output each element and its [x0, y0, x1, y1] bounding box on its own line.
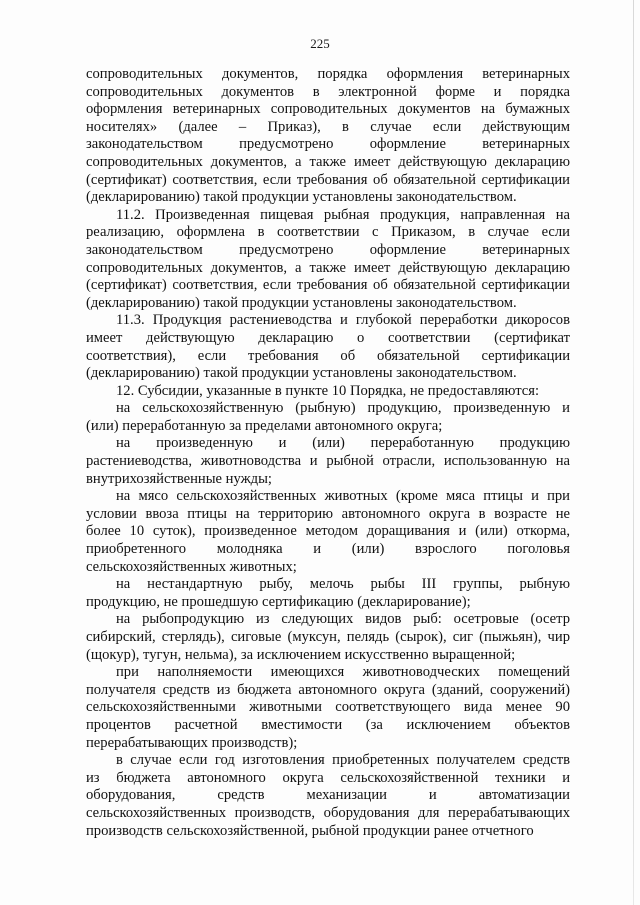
paragraph	[86, 611, 570, 664]
page-number: 225	[310, 36, 330, 51]
scan-edge	[633, 0, 634, 905]
text-line: (щокур), тугун, нельма), за исключением искусственно выращенной;	[86, 646, 516, 663]
text-line: сельскохозяйственными животными соответствующего вида менее 90	[86, 699, 570, 716]
text-line: на произведенную и (или) переработанную продукцию	[116, 435, 570, 452]
text-line: (или) переработанную за пределами автономного округа;	[86, 417, 443, 434]
text-line: на рыбопродукцию из следующих видов рыб: осетровые (осетр	[116, 611, 570, 628]
paragraph	[86, 66, 570, 207]
paragraph	[86, 752, 570, 840]
paragraph	[86, 488, 570, 576]
text-line: соответствия), если требования об обязательной сертификации	[86, 347, 570, 364]
text-line: оборудования, средств механизации и автоматизации	[86, 787, 570, 804]
document-body	[86, 66, 570, 840]
text-line: (декларированию) такой продукции установлены законодательством.	[86, 189, 517, 206]
text-line: носителях» (далее – Приказ), в случае если действующим	[86, 118, 570, 135]
text-line: условии ввоза птицы на территорию автономного округа в возрасте не	[86, 505, 570, 522]
text-line: имеет действующую декларацию о соответствии (сертификат	[86, 329, 570, 346]
text-line: процентов расчетной вместимости (за исключением объектов	[86, 716, 570, 733]
text-line: 12. Субсидии, указанные в пункте 10 Порядка, не предоставляются:	[116, 382, 539, 399]
paragraph	[86, 207, 570, 313]
text-line: растениеводства, животноводства и рыбной отрасли, использованную на	[86, 453, 570, 470]
text-line: получателя средств из бюджета автономного округа (зданий, сооружений)	[86, 681, 570, 698]
text-line: в случае если год изготовления приобретенных получателем средств	[116, 752, 570, 769]
paragraph	[86, 576, 570, 611]
text-line: сопроводительных документов, а также имеет действующую декларацию	[86, 153, 570, 170]
text-line: (декларированию) такой продукции установлены законодательством.	[86, 294, 517, 311]
text-line: приобретенного молодняка и (или) взрослого поголовья	[86, 541, 570, 558]
text-line: сельскохозяйственных животных;	[86, 558, 297, 575]
text-line: 11.2. Произведенная пищевая рыбная продукция, направленная на	[116, 206, 570, 223]
text-line: законодательством предусмотрено оформление ветеринарных	[86, 241, 570, 258]
paragraph	[86, 400, 570, 435]
text-line: реализацию, оформлена в соответствии с Приказом, в случае если	[86, 224, 570, 241]
text-line: (сертификат) соответствия, если требования об обязательной сертификации	[86, 277, 570, 294]
text-line: сибирский, стерлядь), сиговые (муксун, пелядь (сырок), сиг (пыжьян), чир	[86, 629, 570, 645]
paragraph	[86, 383, 570, 401]
text-line: более 10 суток), произведенное методом доращивания и (или) откорма,	[86, 523, 570, 540]
paragraph	[86, 312, 570, 382]
text-line: на нестандартную рыбу, мелочь рыбы III группы, рыбную	[116, 576, 570, 593]
text-line: при наполняемости имеющихся животноводческих помещений	[116, 664, 570, 681]
text-line: (декларированию) такой продукции установлены законодательством.	[86, 365, 517, 382]
text-line: продукцию, не прошедшую сертификацию (декларирование);	[86, 593, 471, 610]
text-line: законодательством предусмотрено оформление ветеринарных	[86, 136, 570, 153]
paragraph	[86, 435, 570, 488]
text-line: производств сельскохозяйственной, рыбной продукции ранее отчетного	[86, 822, 534, 839]
text-line: на мясо сельскохозяйственных животных (кроме мяса птицы и при	[116, 488, 570, 505]
text-line: сельскохозяйственных производств, оборудования для перерабатывающих	[86, 804, 570, 821]
paragraph	[86, 664, 570, 752]
text-line: внутрихозяйственные нужды;	[86, 470, 272, 487]
text-line: сопроводительных документов, а также имеет действующую декларацию	[86, 259, 570, 276]
text-line: из бюджета автономного округа сельскохозяйственной техники и	[86, 769, 570, 786]
text-line: 11.3. Продукция растениеводства и глубокой переработки дикоросов	[116, 312, 570, 329]
text-line: оформления ветеринарных сопроводительных документов на бумажных	[86, 101, 570, 118]
text-line: сопроводительных документов в электронной форме и порядка	[86, 83, 570, 100]
text-line: на сельскохозяйственную (рыбную) продукцию, произведенную и	[116, 400, 570, 417]
text-line: сопроводительных документов, порядка оформления ветеринарных	[86, 66, 570, 82]
text-line: (сертификат) соответствия, если требования об обязательной сертификации	[86, 171, 570, 188]
text-line: перерабатывающих производств);	[86, 734, 298, 751]
